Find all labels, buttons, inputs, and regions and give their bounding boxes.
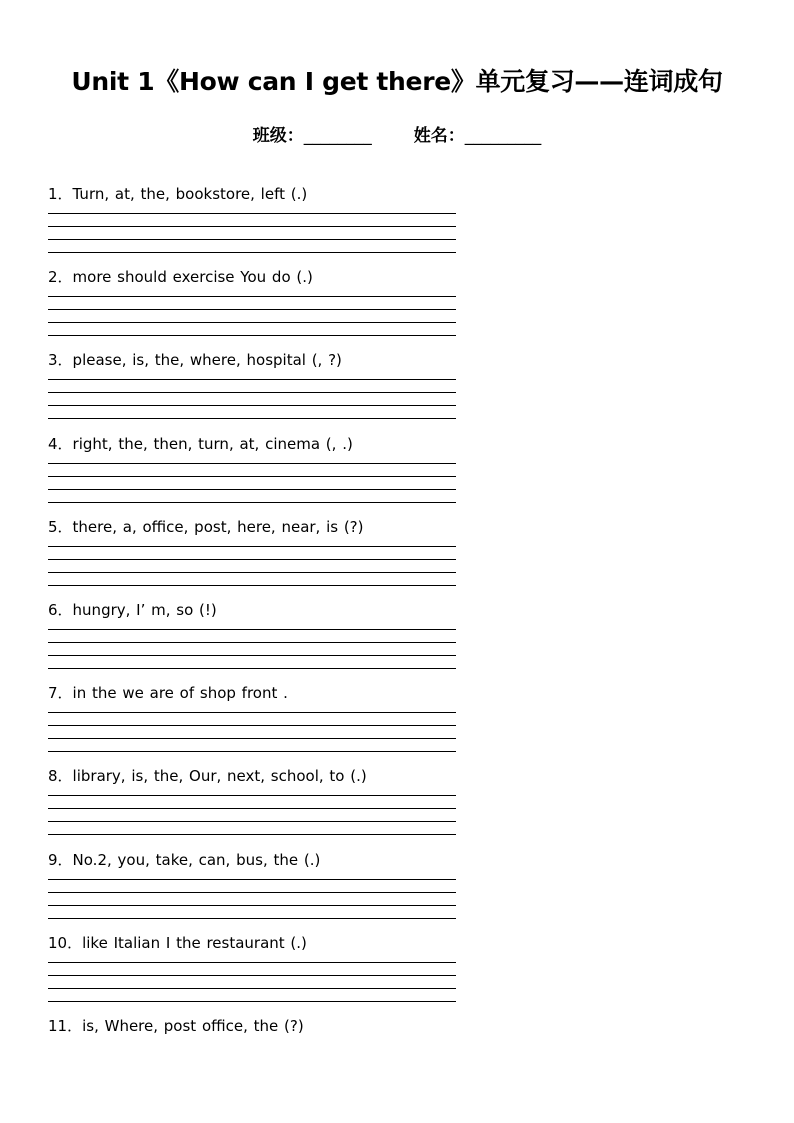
answer-line[interactable] — [48, 392, 456, 393]
answer-line[interactable] — [48, 239, 456, 240]
answer-line[interactable] — [48, 918, 456, 919]
answer-line[interactable] — [48, 834, 456, 835]
answer-line[interactable] — [48, 322, 456, 323]
answer-lines[interactable] — [48, 879, 456, 919]
page-title: Unit 1《How can I get there》单元复习——连词成句 — [71, 67, 723, 96]
question-7 — [48, 683, 456, 766]
question-prompt — [48, 517, 456, 537]
question-prompt — [48, 267, 456, 287]
answer-line[interactable] — [48, 476, 456, 477]
question-number: 9． — [48, 850, 73, 869]
question-number: 1． — [48, 185, 73, 203]
answer-line[interactable] — [48, 213, 456, 214]
question-10 — [48, 933, 456, 1016]
question-number: 5． — [48, 517, 73, 536]
question-words: Turn, at, the, bookstore, left (.) — [72, 185, 308, 203]
answer-lines[interactable] — [48, 629, 456, 669]
answer-line[interactable] — [48, 252, 456, 253]
question-4 — [48, 434, 456, 517]
answer-line[interactable] — [48, 892, 456, 893]
answer-line[interactable] — [48, 738, 456, 739]
question-prompt — [48, 683, 456, 703]
question-prompt — [48, 184, 456, 204]
answer-line[interactable] — [48, 418, 456, 419]
name-field — [414, 121, 542, 146]
answer-lines[interactable] — [48, 712, 456, 752]
class-blank[interactable]: ________ — [303, 126, 372, 146]
answer-lines[interactable] — [48, 795, 456, 835]
question-9 — [48, 850, 456, 933]
answer-line[interactable] — [48, 725, 456, 726]
student-info-row — [0, 121, 794, 146]
answer-line[interactable] — [48, 1001, 456, 1002]
question-prompt — [48, 350, 456, 370]
answer-line[interactable] — [48, 296, 456, 297]
question-number: 2． — [48, 268, 73, 287]
question-11 — [48, 1016, 456, 1099]
question-words: hungry, I’ m, so (!) — [72, 600, 217, 619]
question-prompt — [48, 933, 456, 953]
question-words: please, is, the, where, hospital (, ?) — [72, 351, 342, 370]
answer-lines[interactable] — [48, 962, 456, 1002]
name-blank[interactable]: _________ — [464, 126, 542, 146]
answer-lines[interactable] — [48, 213, 456, 253]
question-8 — [48, 766, 456, 849]
answer-line[interactable] — [48, 405, 456, 406]
question-words: right, the, then, turn, at, cinema (, .) — [72, 434, 353, 453]
answer-lines[interactable] — [48, 379, 456, 419]
question-1 — [48, 184, 456, 267]
question-number: 6． — [48, 600, 73, 619]
answer-line[interactable] — [48, 795, 456, 796]
question-6 — [48, 600, 456, 683]
question-words: more should exercise You do (.) — [72, 268, 313, 287]
answer-line[interactable] — [48, 585, 456, 586]
answer-line[interactable] — [48, 226, 456, 227]
class-field — [253, 121, 372, 146]
answer-line[interactable] — [48, 879, 456, 880]
answer-line[interactable] — [48, 546, 456, 547]
answer-lines[interactable] — [48, 546, 456, 586]
answer-line[interactable] — [48, 712, 456, 713]
question-prompt — [48, 434, 456, 454]
question-number: 3． — [48, 351, 73, 370]
answer-line[interactable] — [48, 975, 456, 976]
answer-line[interactable] — [48, 489, 456, 490]
answer-line[interactable] — [48, 962, 456, 963]
answer-line[interactable] — [48, 905, 456, 906]
question-words: library, is, the, Our, next, school, to (.) — [72, 767, 367, 786]
question-prompt — [48, 600, 456, 620]
answer-line[interactable] — [48, 629, 456, 630]
question-number: 11． — [48, 1016, 83, 1035]
answer-line[interactable] — [48, 559, 456, 560]
answer-line[interactable] — [48, 572, 456, 573]
class-label: 班级： — [252, 126, 304, 146]
question-prompt — [48, 1016, 456, 1036]
answer-line[interactable] — [48, 335, 456, 336]
answer-line[interactable] — [48, 808, 456, 809]
question-list — [48, 184, 456, 1099]
name-label: 姓名： — [413, 126, 465, 146]
question-words: like Italian I the restaurant (.) — [82, 933, 307, 952]
answer-line[interactable] — [48, 309, 456, 310]
question-3 — [48, 350, 456, 433]
question-words: No.2, you, take, can, bus, the (.) — [72, 850, 321, 869]
answer-line[interactable] — [48, 668, 456, 669]
question-number: 7． — [48, 684, 73, 703]
answer-line[interactable] — [48, 379, 456, 380]
answer-line[interactable] — [48, 642, 456, 643]
question-number: 8． — [48, 767, 73, 786]
question-number: 4． — [48, 434, 73, 453]
answer-lines[interactable] — [48, 463, 456, 503]
question-prompt — [48, 766, 456, 786]
question-5 — [48, 517, 456, 600]
question-words: there, a, office, post, here, near, is (?) — [72, 517, 364, 536]
answer-lines[interactable] — [48, 296, 456, 336]
question-words: is, Where, post office, the (?) — [82, 1016, 304, 1035]
answer-line[interactable] — [48, 463, 456, 464]
answer-line[interactable] — [48, 821, 456, 822]
question-words: in the we are of shop front . — [72, 684, 288, 703]
question-prompt — [48, 850, 456, 870]
answer-line[interactable] — [48, 655, 456, 656]
answer-line[interactable] — [48, 751, 456, 752]
question-2 — [48, 267, 456, 350]
answer-line[interactable] — [48, 502, 456, 503]
question-number: 10． — [48, 933, 83, 952]
answer-line[interactable] — [48, 988, 456, 989]
